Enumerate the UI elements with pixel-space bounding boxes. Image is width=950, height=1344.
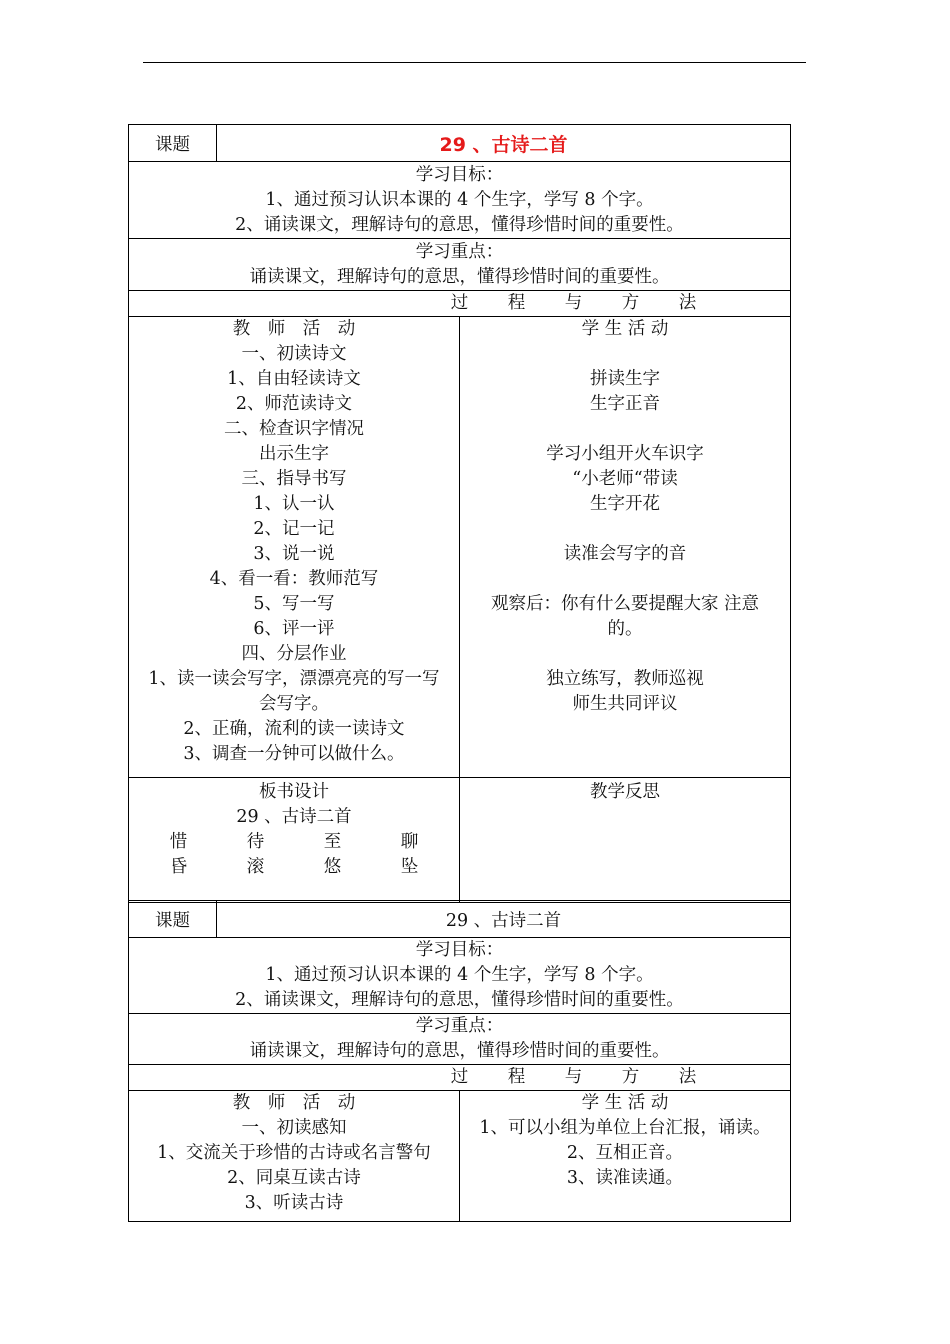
lesson-plan-table-2 bbox=[128, 900, 791, 1222]
process-and-method-header bbox=[129, 1065, 791, 1091]
teacher-step: 一、初读感知 bbox=[241, 1118, 347, 1138]
teacher-activities bbox=[129, 317, 460, 778]
student-step bbox=[460, 417, 790, 442]
student-step: 2、互相正音。 bbox=[566, 1143, 684, 1163]
process-char: 过 bbox=[450, 1067, 469, 1087]
objective-item: 2、诵读课文，理解诗句的意思，懂得珍惜时间的重要性。 bbox=[235, 990, 684, 1010]
teacher-step: 2、同桌互读古诗 bbox=[227, 1168, 361, 1188]
key-points bbox=[129, 1014, 791, 1065]
teacher-step: 1、认一认 bbox=[253, 494, 335, 514]
board-char: 惜 bbox=[169, 832, 188, 852]
student-step: 生字开花 bbox=[590, 494, 660, 514]
student-step: 1、可以小组为单位上台汇报，诵读。 bbox=[479, 1118, 771, 1138]
process-char: 过 bbox=[450, 293, 469, 313]
board-heading: 板书设计 bbox=[259, 782, 329, 802]
teacher-step: 四、分层作业 bbox=[241, 644, 347, 664]
objectives-heading: 学习目标： bbox=[415, 940, 504, 960]
student-step: 观察后：你有什么要提醒大家 注意 bbox=[490, 594, 760, 614]
teacher-step: 1、读一读会写字，漂漂亮亮的写一写 bbox=[148, 669, 440, 689]
key-points-heading: 学习重点： bbox=[415, 1016, 504, 1036]
student-step bbox=[460, 342, 790, 367]
teacher-step: 3、说一说 bbox=[253, 544, 335, 564]
teacher-step: 1、自由轻读诗文 bbox=[227, 369, 361, 389]
teacher-step: 5、写一写 bbox=[253, 594, 335, 614]
lesson-label: 课题 bbox=[129, 125, 217, 162]
student-step bbox=[460, 517, 790, 542]
header-rule bbox=[143, 62, 806, 63]
board-char: 待 bbox=[246, 832, 265, 852]
board-char: 滚 bbox=[246, 857, 265, 877]
teaching-reflection bbox=[460, 778, 791, 903]
objective-item: 2、诵读课文，理解诗句的意思，懂得珍惜时间的重要性。 bbox=[235, 215, 684, 235]
board-char: 聊 bbox=[400, 832, 419, 852]
teacher-step: 3、调查一分钟可以做什么。 bbox=[183, 744, 405, 764]
teacher-heading: 教 师 活 动 bbox=[232, 1093, 356, 1113]
teacher-step: 会写字。 bbox=[259, 694, 329, 714]
student-step: 拼读生字 bbox=[590, 369, 660, 389]
teacher-step: 1、交流关于珍惜的古诗或名言警句 bbox=[157, 1143, 431, 1163]
lesson-label: 课题 bbox=[129, 901, 217, 938]
objective-item: 1、通过预习认识本课的 4 个生字，学写 8 个字。 bbox=[265, 190, 654, 210]
board-design bbox=[129, 778, 460, 903]
lesson-plan-table-1 bbox=[128, 124, 791, 903]
lesson-title: 29 、古诗二首 bbox=[217, 901, 791, 938]
student-step: 独立练写，教师巡视 bbox=[546, 669, 704, 689]
board-title: 29 、古诗二首 bbox=[236, 807, 352, 827]
student-activities bbox=[460, 317, 791, 778]
process-char: 与 bbox=[564, 293, 583, 313]
key-points bbox=[129, 239, 791, 291]
teacher-step: 3、听读古诗 bbox=[244, 1193, 344, 1213]
teacher-heading: 教 师 活 动 bbox=[232, 319, 356, 339]
process-char: 程 bbox=[507, 1067, 526, 1087]
key-points-text: 诵读课文，理解诗句的意思，懂得珍惜时间的重要性。 bbox=[249, 1041, 670, 1061]
process-char: 与 bbox=[564, 1067, 583, 1087]
process-and-method-header bbox=[129, 291, 791, 317]
student-step: 生字正音 bbox=[590, 394, 660, 414]
student-heading: 学 生 活 动 bbox=[581, 1093, 669, 1113]
process-char: 方 bbox=[621, 1067, 640, 1087]
student-step: “小老师“带读 bbox=[572, 469, 678, 489]
board-char: 坠 bbox=[400, 857, 419, 877]
board-char: 至 bbox=[323, 832, 342, 852]
teacher-step: 2、正确，流利的读一读诗文 bbox=[183, 719, 405, 739]
teacher-step: 二、检查识字情况 bbox=[224, 419, 364, 439]
student-step: 学习小组开火车识字 bbox=[546, 444, 704, 464]
process-char: 法 bbox=[678, 293, 697, 313]
board-char: 悠 bbox=[323, 857, 342, 877]
teacher-step: 2、记一记 bbox=[253, 519, 335, 539]
student-step: 师生共同评议 bbox=[572, 694, 678, 714]
teacher-step: 出示生字 bbox=[259, 444, 329, 464]
objective-item: 1、通过预习认识本课的 4 个生字，学写 8 个字。 bbox=[265, 965, 654, 985]
key-points-text: 诵读课文，理解诗句的意思，懂得珍惜时间的重要性。 bbox=[249, 267, 670, 287]
process-char: 程 bbox=[507, 293, 526, 313]
learning-objectives bbox=[129, 938, 791, 1014]
process-char: 方 bbox=[621, 293, 640, 313]
board-chars-row bbox=[129, 830, 459, 855]
teacher-step: 2、师范读诗文 bbox=[235, 394, 353, 414]
learning-objectives bbox=[129, 162, 791, 239]
student-heading: 学 生 活 动 bbox=[581, 319, 669, 339]
teacher-step: 三、指导书写 bbox=[241, 469, 347, 489]
student-step: 3、读准读通。 bbox=[566, 1168, 684, 1188]
teacher-step: 4、看一看：教师范写 bbox=[209, 569, 379, 589]
board-chars-row bbox=[129, 855, 459, 880]
teacher-step: 一、初读诗文 bbox=[241, 344, 347, 364]
board-char: 昏 bbox=[169, 857, 188, 877]
process-char: 法 bbox=[678, 1067, 697, 1087]
student-step: 的。 bbox=[607, 619, 643, 639]
student-activities bbox=[460, 1091, 791, 1222]
student-step bbox=[460, 642, 790, 667]
student-step: 读准会写字的音 bbox=[563, 544, 687, 564]
teacher-activities bbox=[129, 1091, 460, 1222]
reflection-heading: 教学反思 bbox=[590, 782, 660, 802]
objectives-heading: 学习目标： bbox=[415, 165, 504, 185]
teacher-step: 6、评一评 bbox=[253, 619, 335, 639]
lesson-title: 29 、古诗二首 bbox=[217, 125, 791, 162]
key-points-heading: 学习重点： bbox=[415, 242, 504, 262]
student-step bbox=[460, 567, 790, 592]
